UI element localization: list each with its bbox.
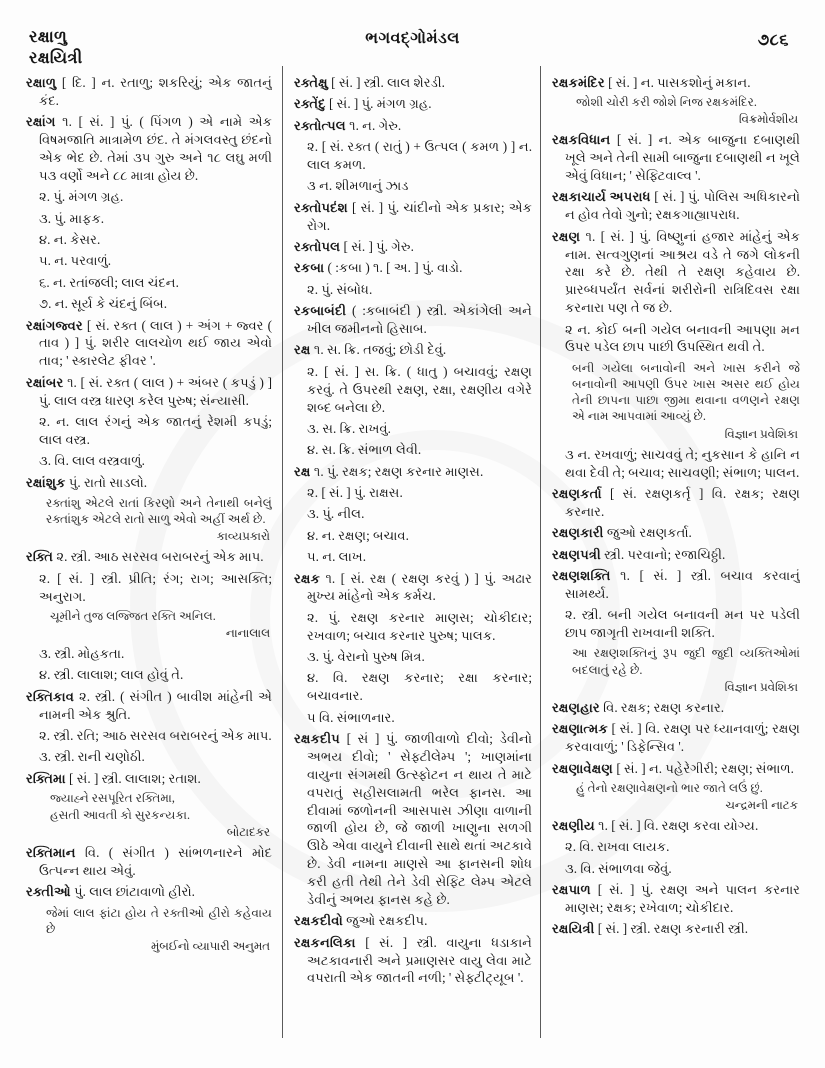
- dictionary-entry: [294, 74, 532, 92]
- entry-definition: [ સં. ] સ્ત્રી. લાલ શેરડી.: [327, 75, 445, 90]
- entry-definition: [ સં. ] ન. પહેરેગીરી; રક્ષણ; સંભાળ.: [613, 760, 794, 776]
- dictionary-entry: [26, 74, 272, 110]
- page-columns: [0, 74, 825, 1059]
- entry-sense: ૫ વિ. સંભાળનાર.: [307, 709, 395, 725]
- entry-sense: ૩ ન. રખવાળું; સાચવવું તે; નુકસાન કે હાનિ ન થવા દેવી તે; બચાવ; સાચવણી; સંભાળ; પાલન.: [565, 446, 800, 480]
- entry-source-attribution: મુંબઈનો વ્યાપારી અનુમત: [150, 938, 270, 953]
- entry-source-attribution: નાનાલાલ: [225, 625, 270, 640]
- entry-definition: ૧. [ સં. ] પું. વિષ્ણુનાં હજાર માંહેનું એક નામ. સત્વગુણનાં આશ્રય વડે તે જગે લોકની રક્ષા કરે છે. તેથી તે રક્ષણ કહેવાય છે. પ્રારબ્ધપર્યંત સર્વનાં શરીરોની રાત્રિદિવસ રક્ષા કરનારા પણ તે જ છે.: [565, 228, 800, 316]
- entry-definition: [ સં. ] ન. એક બાજુના દબાણથી ખૂલે અને તેની સામી બાજુના દબાણથી ન ખૂલે એવું વિધાન; ' સેફ્ટિવાલ્વ '.: [565, 132, 800, 184]
- entry-headword: રક્ષણાત્મક: [552, 721, 608, 737]
- entry-definition: જુઓ રક્ષણકર્તા.: [603, 525, 692, 541]
- entry-headword: રક્ષણકર્તા: [552, 485, 602, 501]
- entry-sense: ૩. પું. માફક.: [39, 210, 105, 226]
- entry-sense: ૨. [ સં. ] સ્ત્રી. પ્રીતિ; રંગ; રાગ; આસક્તિ; અનુરાગ.: [39, 570, 272, 604]
- entry-definition: [ સં. ] ન. પાસકશોનું મકાન.: [604, 75, 751, 90]
- dictionary-entry: [294, 934, 532, 988]
- entry-headword: રક્તિમાન: [26, 844, 76, 860]
- dictionary-entry: [552, 760, 800, 778]
- entry-headword: રકબા: [294, 260, 325, 276]
- entry-definition: ૨. સ્ત્રી. આઠ સરસવ બરાબરનું એક માપ.: [53, 549, 264, 565]
- entry-source-attribution: વિક્રમોર્વશીય: [738, 112, 798, 127]
- entry-sense: ૫. ન. લાખ.: [307, 549, 367, 565]
- entry-headword: રક્ષાંગજ્વર: [26, 317, 83, 333]
- column-left: [26, 74, 272, 1059]
- dictionary-entry: [294, 463, 532, 481]
- entry-headword: રક્ષકવિધાન: [552, 132, 611, 148]
- entry-definition: સ્ત્રી. પરવાનો; રજાચિઠ્ઠી.: [600, 546, 726, 562]
- entry-definition: ૧. [ સં. ] વિ. રક્ષણ કરવા યોગ્ય.: [594, 817, 759, 833]
- entry-sense: ૫. ન. પરવાળું.: [39, 253, 112, 269]
- entry-headword: રક્ષણશક્તિ: [552, 567, 611, 583]
- dictionary-entry: [26, 770, 272, 788]
- entry-definition: જુઓ રક્ષકદીપ.: [342, 913, 428, 929]
- page-header: [0, 26, 825, 76]
- entry-definition: વિ. ( સંગીત ) સાંભળનારને મોદ ઉત્પન્ન થાય એવું.: [39, 844, 272, 878]
- entry-headword: રક્તિકાવ: [26, 688, 75, 704]
- entry-definition: [ સં ] પું. જાળીવાળો દીવો; ડેવીનો અભય દીવો; ' સેફ્ટીલેમ્પ '; ખાણમાંના વાયુના સંગમથી ઉત્સ્ફોટન ન થાય તે માટે વપરાતું સહીસલામતી ભરેલ ફાનસ. આ દીવામાં જળોનની આસપાસ ઝીણા વાળાની જાળી હોય છે, જે જાળી ખાણુના સળગી ઊઠે એવા વાયુને દીવાની સાથે થતાં અટકાવે છે. ડેવી નામના માણસે આ ફાનસની શોધ કરી હતી તેથી તેને ડેવી સેફ્ટિ લેમ્પ એટલે ડેવીનું અભય ફાનસ કહે છે.: [307, 731, 532, 907]
- dictionary-entry: [294, 259, 532, 277]
- entry-definition: ૧. પું. રક્ષક; રક્ષણ કરનાર માણસ.: [310, 463, 484, 479]
- entry-definition: [ સં. ] સ્ત્રી. વાયુના ધડાકાને અટકાવનારી અને પ્રમાણસર વાયુ લેવા માટે વપરાતી એક જાતની નળી; ' સેફ્ટીટ્યૂબ '.: [307, 934, 532, 986]
- entry-sense: ૪. વિ. રક્ષણ કરનાર; રક્ષા કરનાર; બચાવનાર.: [307, 670, 532, 704]
- column-right: [552, 74, 800, 1059]
- entry-note: આ રક્ષણશક્તિનું રૂપ જુદી જુદી વ્યક્તિઓમાં બદલાતું રહે છે.: [572, 646, 800, 677]
- dictionary-entry: [552, 228, 800, 317]
- entry-definition: [ સં. રક્ત ( લાલ ) + અંગ + જ્વર ( તાવ ) ] પું. શરીર લાલચોળ થઈ જાય એવો તાવ; ' સ્કારલેટ ફીવર '.: [39, 317, 272, 369]
- entry-definition: પું. લાલ છાંટાવાળો હીરો.: [70, 884, 195, 900]
- entry-sense: ૨. પું. રક્ષણ કરનાર માણસ; ચોકીદાર; રખવાળ; બચાવ કરનાર પુરુષ; પાલક.: [307, 609, 532, 643]
- dictionary-entry: [26, 474, 272, 492]
- dictionary-entry: [552, 920, 800, 938]
- entry-headword: રક્તેક્ષુ: [294, 75, 328, 90]
- dictionary-entry: [552, 699, 800, 717]
- entry-sense: ૩. પું. વેરાનો પુરુષ મિત્ર.: [307, 649, 425, 664]
- dictionary-entry: [294, 730, 532, 909]
- entry-headword: રક્ષણહાર: [552, 699, 600, 715]
- entry-definition: ૧. [ સં. ] પું. ( પિંગળ ) એ નામે એક વિષમજાતિ માત્રામેળ છંદ. તે મંગલવસ્તુ છંદનો એક ભેદ છે. તેમાં ૩૫ ગુરુ અને ૧૮ લઘુ મળી ૫૩ વર્ણો અને ૮૮ માત્રા હોય છે.: [39, 114, 272, 183]
- dictionary-entry: [552, 720, 800, 756]
- entry-definition: ૧. [ સં. ] સ્ત્રી. બચાવ કરવાનું સામર્થ્ય.: [565, 567, 800, 601]
- entry-headword: રક્તોપદંશ: [294, 199, 348, 215]
- entry-sense: ૨. [ સં. ] સ. ક્રિ. ( ધાતુ ) બચાવવું; રક્ષણ કરવું. તે ઉપરથી રક્ષણ, રક્ષા, રક્ષણીય વગેરે શબ્દ બનેલા છે.: [307, 363, 532, 415]
- entry-headword: રક્ષકાચાર્ય અપરાધ: [552, 189, 651, 205]
- entry-definition: [ સં. ] સ્ત્રી. લાલાશ; રતાશ.: [65, 770, 201, 786]
- entry-note: જેમાં લાલ ફાંટા હોય તે રક્તીઓ હીરો કહેવાય છે: [46, 905, 272, 936]
- entry-sense: ૩. સ્ત્રી. રાની ચણોઠી.: [39, 749, 145, 765]
- entry-definition: [ સં. ] પું. ગેરુ.: [340, 239, 414, 254]
- entry-definition: [ સં. ] પું. ચાંદીનો એક પ્રકાર; એક રોગ.: [307, 199, 532, 233]
- entry-sense: ૨. સ્ત્રી. બની ગયેલ બનાવની મન પર પડેલી છાપ જાગૃતી રાખવાની શક્તિ.: [565, 607, 800, 641]
- entry-definition: ૧. સ. ક્રિ. તજવું; છોડી દેવું.: [310, 342, 447, 358]
- entry-sense: ૩. સ. ક્રિ. રાખવું.: [307, 420, 391, 436]
- dictionary-entry: [294, 95, 532, 113]
- entry-sense: ૩. વિ. સંભાળવા જેવું.: [565, 860, 672, 876]
- entry-sense: ૨. વિ. રાખવા લાયક.: [565, 839, 670, 855]
- entry-sense: ૪. ન. રક્ષણ; બચાવ.: [307, 527, 409, 543]
- dictionary-entry: [294, 570, 532, 606]
- entry-sense: ૩ ન. શીમળાનું ઝાડ: [307, 178, 409, 194]
- dictionary-entry: [294, 302, 532, 338]
- entry-headword: રક્તોપલ: [294, 239, 341, 254]
- entry-definition: [ સં. ] સ્ત્રી. રક્ષણ કરનારી સ્ત્રી.: [594, 921, 749, 937]
- guideword-first: રક્ષાળુ: [29, 27, 68, 46]
- entry-sense: ૨ ન. કોઈ બની ગયેલ બનાવની આપણા મન ઉપર પડેલ છાપ પાછી ઉપસ્થિત થવી તે.: [565, 321, 800, 355]
- entry-definition: [ દિ. ] ન. રતાળુ; શકરિયું; એક જાતનું કંદ.: [39, 75, 272, 108]
- entry-headword: રક્તિમા: [26, 770, 66, 786]
- entry-sense: ૪. ન. કેસર.: [39, 232, 101, 247]
- dictionary-entry: [294, 912, 532, 930]
- entry-headword: રક્ષ: [294, 463, 311, 479]
- entry-source-attribution: કાવ્યપ્રકારો: [216, 529, 270, 544]
- entry-sense: ૨. [ સં. રક્ત ( રાતું ) + ઉત્પલ ( કમળ ) ] ન. લાલ કમળ.: [307, 139, 532, 172]
- entry-definition: ૨. સ્ત્રી. ( સંગીત ) બાવીશ માંહેની એ નામની એક શ્રુતિ.: [39, 688, 272, 722]
- dictionary-entry: [552, 485, 800, 521]
- entry-headword: રક્ષણ: [552, 228, 581, 244]
- entry-definition: ( :કબા ) ૧. [ અ. ] પું. વાડો.: [324, 260, 463, 276]
- dictionary-entry: [552, 567, 800, 603]
- entry-definition: પું. રાતો સાડલો.: [65, 474, 148, 490]
- entry-headword: રક્ષકમંદિર: [552, 75, 605, 90]
- entry-quotation: હસતી આવતી કો સુરકન્યકા.: [50, 807, 190, 822]
- entry-headword: રક્ષાંશુક: [26, 474, 66, 490]
- entry-sense: ૩. વિ. લાલ વસ્ત્રવાળું.: [39, 453, 145, 469]
- entry-definition: [ સં. ] પું. પોલિસ અધિકારનો ન હોવ તેવો ગુનો; રક્ષકગાહ્યાપરાધ.: [565, 189, 800, 223]
- entry-definition: ૧. [ સં. રક્ત ( લાલ ) + અંબર ( કપડું ) ] પું. લાલ વસ્ત્ર ધારણ કરેલ પુરુષ; સંન્યાસી.: [39, 374, 272, 408]
- entry-sense: ૨. [ સં. ] પું. રાક્ષસ.: [307, 485, 403, 500]
- entry-definition: [ સં. ] પું. રક્ષણ અને પાલન કરનાર માણસ; રક્ષક; રખેવાળ; ચોકીદાર.: [565, 881, 800, 915]
- entry-headword: રક્તીઓ: [26, 884, 71, 900]
- dictionary-entry: [552, 817, 800, 835]
- entry-quotation: જોશી ચોરી કરી જોશે નિજ રક્ષકમંદિર.: [576, 95, 757, 110]
- dictionary-entry: [552, 74, 800, 92]
- entry-headword: રક્ષકદીપ: [294, 731, 340, 746]
- entry-headword: રક્ષ: [294, 342, 311, 358]
- entry-headword: રક્તેંદુ: [294, 96, 326, 112]
- guideword-last: રક્ષયિત્રી: [29, 48, 83, 68]
- dictionary-entry: [26, 113, 272, 185]
- entry-headword: રક્ષાંબર: [26, 374, 64, 390]
- entry-quotation: હું તેનો રક્ષણાવેક્ષણનો ભાર જાતે લઉં છું.: [576, 780, 763, 795]
- dictionary-entry: [26, 844, 272, 880]
- entry-headword: રક્ષાંગ: [26, 114, 56, 130]
- entry-sense: ૨. પું. સંબોધ.: [307, 281, 373, 297]
- entry-headword: રક્ષાળુ: [26, 75, 57, 90]
- entry-quotation: ચૂમીને તુજ લજ્જિત રક્તિ અનિલ.: [50, 608, 216, 623]
- entry-headword: રક્ષયિત્રી: [552, 921, 595, 937]
- book-title: ભગવદ્ગોમંડલ: [365, 30, 460, 47]
- entry-definition: [ સં. રક્ષણકર્તૃ ] વિ. રક્ષક; રક્ષણ કરનાર.: [565, 485, 800, 519]
- column-middle: [294, 74, 532, 1059]
- dictionary-entry: [294, 238, 532, 256]
- entry-definition: વિ. રક્ષક; રક્ષણ કરનાર.: [599, 699, 725, 715]
- dictionary-entry: [552, 188, 800, 224]
- entry-source-attribution: ચન્દ્રમની નાટક: [725, 797, 798, 812]
- dictionary-entry: [294, 117, 532, 135]
- dictionary-entry: [552, 881, 800, 917]
- entry-headword: રક્તોત્પલ: [294, 117, 346, 133]
- dictionary-entry: [294, 341, 532, 359]
- entry-headword: રક્ષપાળ: [552, 881, 591, 897]
- entry-sense: ૭. ન. સૂર્ય કે ચંદનું બિંબ.: [39, 296, 168, 312]
- entry-sense: ૪. સ. ક્રિ. સંભાળ લેવી.: [307, 442, 422, 458]
- entry-headword: રક્ષકદીવો: [294, 913, 343, 929]
- dictionary-entry: [26, 548, 272, 566]
- page-number: ૭૮૬: [757, 30, 789, 49]
- dictionary-entry: [26, 374, 272, 410]
- entry-headword: રક્તિ: [26, 549, 54, 565]
- entry-source-attribution: વિજ્ઞાન પ્રવેશિકા: [724, 426, 798, 441]
- entry-sense: ૨. પું. મંગળ ગ્રહ.: [39, 189, 124, 205]
- entry-note: રક્તાંશુ એટલે રાતાં કિરણો અને તેનાથી બનેલું રક્તાંશુક એટલે રાતો સાળુ એવો અહીં અર્થ છે.: [46, 495, 272, 527]
- entry-sense: ૪. સ્ત્રી. લાલાશ; લાલ હોવું તે.: [39, 667, 184, 683]
- entry-definition: [ સં. ] વિ. રક્ષણ પર ધ્યાનવાળું; રક્ષણ કરવાવાળું; ' ડિફેન્સિવ '.: [565, 721, 800, 755]
- dictionary-entry: [26, 688, 272, 724]
- entry-headword: રકબાબંદી: [294, 303, 347, 319]
- entry-source-attribution: બોટાદકર: [226, 824, 270, 839]
- entry-headword: રક્ષકનલિકા: [294, 934, 356, 950]
- entry-note: બની ગયેલા બનાવોની અને ખાસ કરીને જે બનાવોની આપણી ઉપર ખાસ અસર થઈ હોય તેની છાપના પાછા જીમા થવાના વળણને રક્ષણ એ નામ આપવામાં આવ્યું છે.: [572, 360, 800, 424]
- dictionary-entry: [552, 546, 800, 564]
- entry-headword: રક્ષણકારી: [552, 525, 604, 541]
- entry-headword: રક્ષણપત્રી: [552, 546, 601, 562]
- entry-definition: ૧. ન. ગેરુ.: [345, 117, 402, 133]
- dictionary-entry: [26, 883, 272, 901]
- entry-sense: ૩. સ્ત્રી. મોહકતા.: [39, 645, 125, 661]
- entry-definition: ( :કબાબંદી ) સ્ત્રી. એકાંગેલી અને ખીલ જમીનનો હિસાબ.: [307, 303, 532, 336]
- entry-headword: રક્ષણીય: [552, 817, 595, 833]
- entry-headword: રક્ષક: [294, 570, 321, 586]
- dictionary-entry: [294, 199, 532, 235]
- entry-definition: [ સં. ] પું. મંગળ ગ્રહ.: [325, 96, 432, 112]
- entry-definition: ૧. [ સં. રક્ષ ( રક્ષણ કરવું ) ] પું. અઢાર મુખ્ય માંહેનો એક કર્મચ.: [307, 570, 532, 604]
- entry-source-attribution: વિજ્ઞાન પ્રવેશિકા: [724, 679, 798, 694]
- entry-sense: ૨. ન. લાલ રંગનું એક જાતનું રેશમી કપડું; લાલ વસ્ત્ર.: [39, 413, 272, 447]
- entry-quotation: જ્યાહ્ને રસપૂરિત રક્તિમા,: [50, 791, 175, 806]
- dictionary-entry: [26, 317, 272, 371]
- dictionary-entry: [552, 524, 800, 542]
- dictionary-entry: [552, 131, 800, 185]
- entry-sense: ૩. પું. નીલ.: [307, 506, 365, 522]
- entry-headword: રક્ષણાવેક્ષણ: [552, 760, 614, 776]
- entry-sense: ૬. ન. રતાંજલી; લાલ ચંદન.: [39, 274, 179, 290]
- entry-sense: ૨. સ્ત્રી. રતિ; આઠ સરસવ બરાબરનું એક માપ.: [39, 727, 272, 743]
